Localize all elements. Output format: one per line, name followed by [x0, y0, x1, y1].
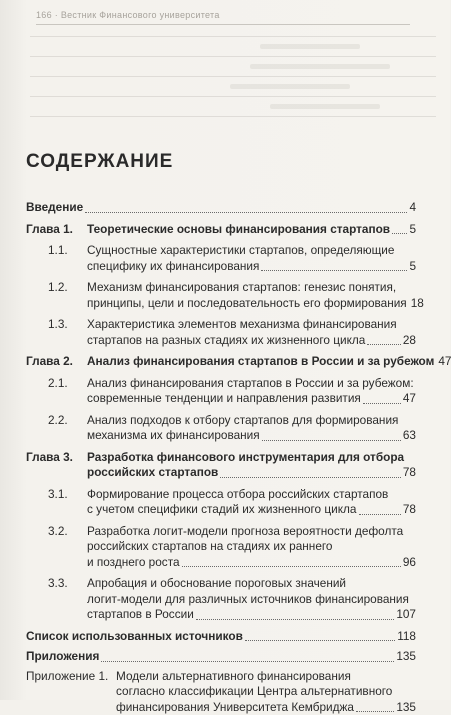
leader-dots: [392, 232, 407, 234]
toc-section-1-1[interactable]: [26, 243, 416, 274]
section-number: 1.2.: [26, 280, 87, 311]
section-title-line: Сущностные характеристики стартапов, определяющие: [87, 243, 416, 259]
toc-chapter-2[interactable]: [26, 354, 416, 370]
page-number: 107: [396, 607, 416, 623]
toc-chapter-1[interactable]: [26, 222, 416, 238]
page-number: 47: [403, 391, 416, 407]
leader-dots: [220, 476, 401, 478]
section-title-line: принципы, цели и последовательность его формирования: [87, 296, 407, 312]
chapter-title: Разработка финансового инструментария для отбора: [87, 450, 416, 466]
chapter-title: Теоретические основы финансирования стартапов: [87, 222, 390, 238]
toc-section-1-3[interactable]: [26, 317, 416, 348]
page-number: 135: [396, 649, 416, 665]
leader-dots: [363, 402, 401, 404]
page-number: 78: [403, 502, 416, 518]
leader-dots: [262, 439, 401, 441]
section-title-line: стартапов на разных стадиях их жизненного цикла: [87, 333, 365, 349]
page-number: 5: [409, 222, 416, 238]
section-title-line: и позднего роста: [87, 555, 180, 571]
leader-dots: [261, 269, 407, 271]
appendix-title-line: финансирования Университета Кембриджа: [116, 700, 354, 715]
section-title-line: логит-модели для различных источников финансирования: [87, 592, 416, 608]
toc-entry-label: Список использованных источников: [26, 629, 243, 645]
chapter-title: российских стартапов: [87, 465, 218, 481]
section-title-line: Разработка логит-модели прогноза вероятности дефолта: [87, 524, 416, 540]
table-of-contents: [26, 200, 416, 715]
page-number: 135: [396, 700, 416, 715]
leader-dots: [101, 660, 394, 662]
appendix-number: Приложение 1.: [26, 669, 116, 715]
appendix-title-line: согласно классификации Центра альтернативного: [116, 684, 416, 700]
section-number: 1.1.: [26, 243, 87, 274]
leader-dots: [85, 211, 407, 213]
section-number: 3.3.: [26, 576, 87, 623]
toc-chapter-3[interactable]: [26, 450, 416, 481]
leader-dots: [245, 639, 395, 641]
toc-section-3-2[interactable]: [26, 524, 416, 571]
toc-section-3-1[interactable]: [26, 487, 416, 518]
chapter-number: Глава 3.: [26, 450, 87, 481]
toc-entry-appendices[interactable]: [26, 649, 416, 665]
appendix-title-line: Модели альтернативного финансирования: [116, 669, 416, 685]
leader-dots: [196, 618, 395, 620]
section-title-line: Формирование процесса отбора российских стартапов: [87, 487, 416, 503]
section-title-line: Механизм финансирования стартапов: генезис понятия,: [87, 280, 424, 296]
section-title-line: Характеристика элементов механизма финансирования: [87, 317, 416, 333]
page-number: 118: [397, 629, 416, 645]
toc-entry-sources[interactable]: [26, 629, 416, 645]
section-title-line: с учетом специфики стадий их жизненного цикла: [87, 502, 357, 518]
toc-entry-intro[interactable]: [26, 200, 416, 216]
page-number: 63: [403, 428, 416, 444]
chapter-number: Глава 1.: [26, 222, 87, 238]
page-number: 4: [409, 200, 416, 216]
leader-dots: [367, 343, 401, 345]
toc-entry-label: Введение: [26, 200, 83, 216]
toc-title: СОДЕРЖАНИЕ: [26, 151, 173, 173]
running-head: 166 · Вестник Финансового университета: [36, 10, 220, 20]
section-number: 2.1.: [26, 376, 87, 407]
chapter-title: Анализ финансирования стартапов в России и за рубежом: [87, 354, 434, 370]
page-number: 47: [438, 354, 451, 370]
chapter-number: Глава 2.: [26, 354, 87, 370]
toc-section-2-1[interactable]: [26, 376, 416, 407]
toc-section-3-3[interactable]: [26, 576, 416, 623]
leader-dots: [356, 710, 394, 712]
section-title-line: стартапов в России: [87, 607, 194, 623]
leader-dots: [182, 565, 401, 567]
section-title-line: механизма их финансирования: [87, 428, 260, 444]
section-title-line: специфику их финансирования: [87, 259, 259, 275]
section-title-line: Апробация и обоснование пороговых значений: [87, 576, 416, 592]
section-number: 3.1.: [26, 487, 87, 518]
leader-dots: [359, 513, 401, 515]
page-number: 18: [411, 296, 424, 312]
section-number: 2.2.: [26, 413, 87, 444]
section-title-line: российских стартапов на стадиях их раннего: [87, 539, 416, 555]
section-title-line: Анализ финансирования стартапов в России и за рубежом:: [87, 376, 416, 392]
toc-section-2-2[interactable]: [26, 413, 416, 444]
page-number: 28: [403, 333, 416, 349]
page-number: 78: [403, 465, 416, 481]
toc-section-1-2[interactable]: [26, 280, 416, 311]
section-number: 3.2.: [26, 524, 87, 571]
page-number: 5: [409, 259, 416, 275]
section-number: 1.3.: [26, 317, 87, 348]
section-title-line: Анализ подходов к отбору стартапов для формирования: [87, 413, 416, 429]
section-title-line: современные тенденции и направления развития: [87, 391, 361, 407]
toc-entry-label: Приложения: [26, 649, 99, 665]
bleed-through-ghost: [30, 8, 436, 123]
toc-appendix-1[interactable]: [26, 669, 416, 715]
page-number: 96: [403, 555, 416, 571]
